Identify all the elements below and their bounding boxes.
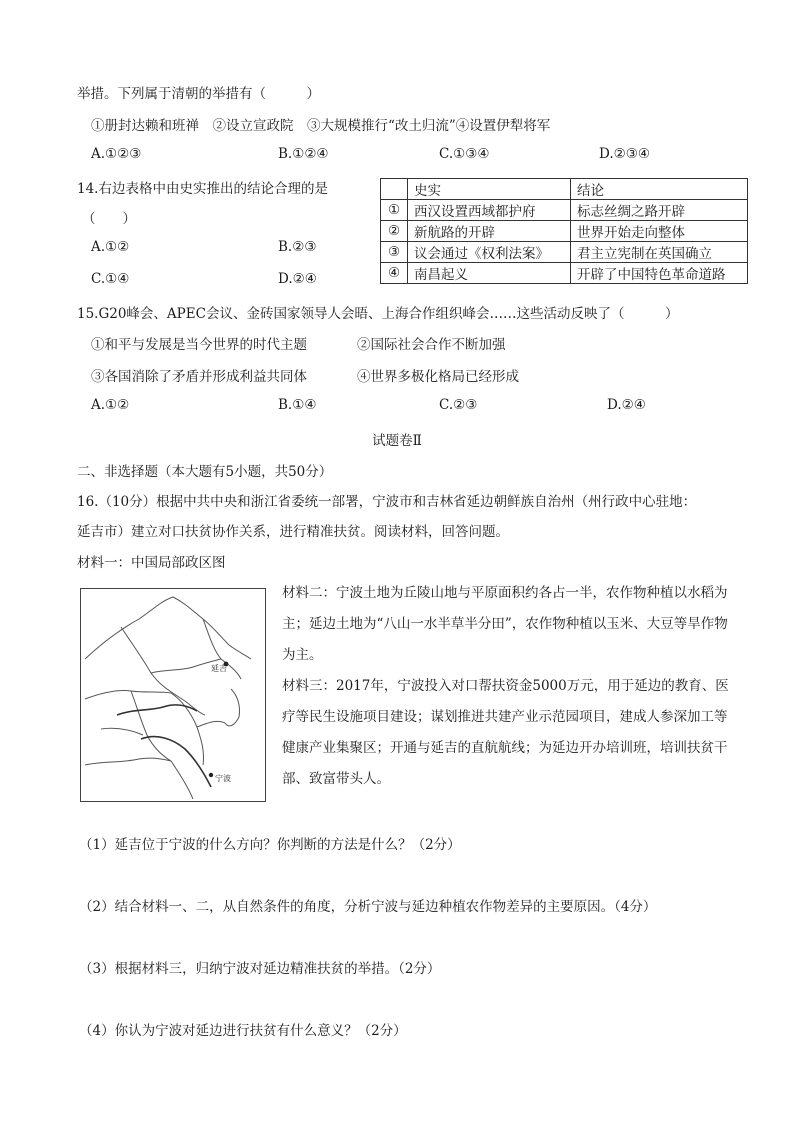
q15-item-3: ③各国消除了矛盾并形成利益共同体 [91,369,307,385]
q15-item-4: ④世界多极化格局已经形成 [357,369,519,385]
q16-subquestion-3: （3）根据材料三，归纳宁波对延边精准扶贫的举措。（2分） [79,961,441,977]
table-cell: ① [381,200,408,221]
q16-subquestion-2: （2）结合材料一、二，从自然条件的角度，分析宁波与延边种植农作物差异的主要原因。（4分） [79,899,657,915]
section-heading: 二、非选择题（本大题有5小题，共50分） [77,464,333,480]
q16-material3: 材料三：2017年，宁波投入对口帮扶资金5000万元，用于延边的教育、医疗等民生设施项目建设；谋划推进共建产业示范园项目，建成人参深加工等健康产业集聚区；开通与延吉的直航航线；为延边开办培训班，培训扶贫干部、致富带头人。 [282,678,729,787]
table-cell: 开辟了中国特色革命道路 [571,263,748,284]
china-regional-map [80,588,266,802]
paper-section-title: 试题卷Ⅱ [372,433,422,449]
q16-subquestion-1: （1）延吉位于宁波的什么方向？你判断的方法是什么？（2分） [79,837,461,853]
q16-material2: 材料二：宁波土地为丘陵山地与平原面积约各占一半，农作物种植以水稻为主；延边土地为“八山一水半草半分田”，农作物种植以玉米、大豆等旱作物为主。 [282,585,728,663]
table-cell: 世界开始走向整体 [571,221,748,242]
q14-stem: 14.右边表格中由史实推出的结论合理的是 [77,181,328,197]
table-cell: ② [381,221,408,242]
ningbo-label: 宁波 [215,774,231,783]
q14-option-b: B.②③ [278,239,317,255]
q15-item-1: ①和平与发展是当今世界的时代主题 [91,337,307,353]
map-drawing [81,589,265,801]
ningbo-marker [209,773,213,777]
table-row [381,263,748,284]
q15-option-b: B.①④ [278,397,317,413]
q13-items: ①册封达赖和班禅 ②设立宣政院 ③大规模推行“改土归流”④设置伊犁将军 [91,118,551,134]
table-header-fact: 史实 [408,179,571,200]
q14-option-d: D.②④ [278,271,317,287]
q13-option-c: C.①③④ [439,146,490,162]
table-row [381,200,748,221]
table-cell: 西汉设置西域都护府 [408,200,571,221]
yanji-label: 延吉 [211,664,227,673]
q13-stem-tail: 举措。下列属于清朝的举措有（ ） [77,86,320,102]
table-header-conclusion: 结论 [571,179,748,200]
table-cell: 南昌起义 [408,263,571,284]
q15-option-a: A.①② [91,397,130,413]
q16-material1: 材料一：中国局部政区图 [77,555,226,571]
table-header-row [381,179,748,200]
q15-item-2: ②国际社会合作不断加强 [357,337,506,353]
table-cell: 标志丝绸之路开辟 [571,200,748,221]
q13-option-a: A.①②③ [91,146,142,162]
q15-stem: 15.G20峰会、APEC会议、金砖国家领导人会晤、上海合作组织峰会……这些活动反映了（ ） [77,306,679,322]
table-cell [381,179,408,200]
q13-option-d: D.②③④ [599,146,650,162]
table-row [381,221,748,242]
q16-subquestion-4: （4）你认为宁波对延边进行扶贫有什么意义？（2分） [79,1023,407,1039]
table-cell: 君主立宪制在英国确立 [571,242,748,263]
history-table [380,178,748,284]
table-cell: ③ [381,242,408,263]
q14-paren: （ ） [82,211,136,227]
q14-option-c: C.①④ [91,271,130,287]
table-row [381,242,748,263]
q16-intro-line2: 延吉市）建立对口扶贫协作关系，进行精准扶贫。阅读材料，回答问题。 [77,524,509,540]
q15-option-c: C.②③ [439,397,478,413]
q13-option-b: B.①②④ [278,146,329,162]
table-cell: ④ [381,263,408,284]
table-cell: 新航路的开辟 [408,221,571,242]
table-cell: 议会通过《权利法案》 [408,242,571,263]
q16-intro-line1: 16.（10分）根据中共中央和浙江省委统一部署，宁波市和吉林省延边朝鲜族自治州（州行政中心驻地： [77,494,697,510]
q15-option-d: D.②④ [607,397,646,413]
q14-option-a: A.①② [91,239,130,255]
